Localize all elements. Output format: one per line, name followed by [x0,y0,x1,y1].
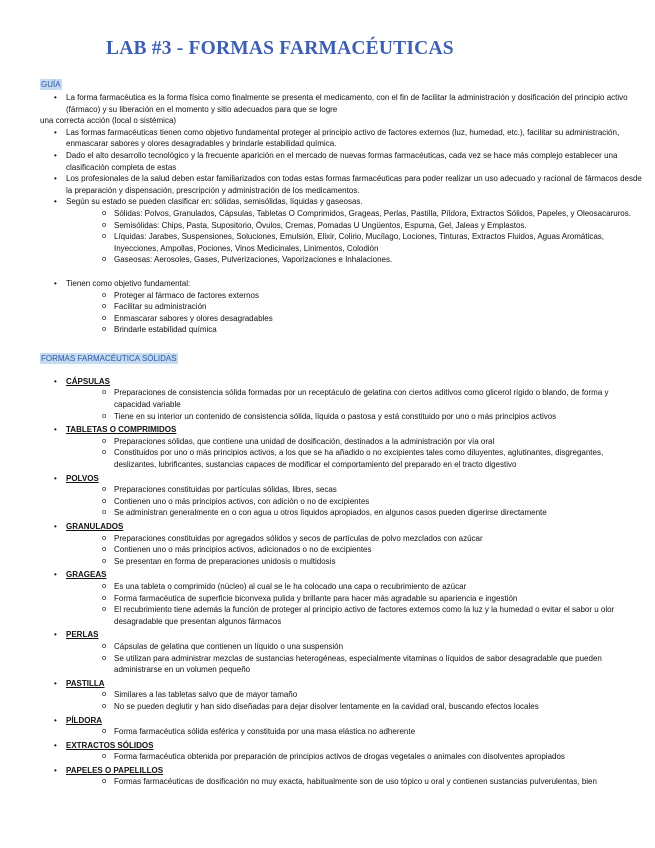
solid-form-heading: PÍLDORA [66,715,102,725]
estado-intro [40,196,645,266]
estado-item: o Sólidas: Polvos, Granulados, Cápsulas, Tabletas O Comprimidos, Grageas, Perlas, Pastilla, Píldora, Extractos Sólidos, Papeles, y Oleosacaruros. [66,208,645,220]
solid-form-heading: GRAGEAS [66,570,107,580]
solid-form-item: o Se presentan en forma de preparaciones unidosis o multidosis [66,556,645,568]
solid-form-group [40,521,645,567]
solid-form-item: o No se pueden deglutir y han sido diseñadas para dejar disolver lentamente en la cavidad oral, buscando efectos locales [66,701,645,713]
solid-form-group [40,424,645,470]
solid-form-item: o Se utilizan para administrar mezclas de sustancias heterogéneas, especialmente vitaminas o líquidos de sabor desagradable que pueden administrarse en un volumen pequeño [66,653,645,676]
solid-form-group [40,376,645,422]
objetivo-intro-text: Tienen como objetivo fundamental: [66,278,191,288]
objetivo-item: o Proteger al fármaco de factores externos [66,290,645,302]
solid-form-item: o Tiene en su interior un contenido de consistencia sólida, líquida o pastosa y está constituido por uno o más principios activos [66,411,645,423]
solid-form-item: o El recubrimiento tiene además la función de proteger al principio activo de factores externos como la luz y la humedad o evitar el sabor u olor desagradable que presentan algunos fármacos [66,604,645,627]
solid-form-item: o Es una tableta o comprimido (núcleo) al cual se le ha colocado una capa o recubrimiento de azúcar [66,581,645,593]
solid-form-heading: CÁPSULAS [66,376,111,386]
page-title: LAB #3 - FORMAS FARMACÉUTICAS [106,38,454,59]
solid-form-heading: PERLAS [66,630,99,640]
solid-form-group [40,715,645,738]
solid-form-item: o Similares a las tabletas salvo que de mayor tamaño [66,689,645,701]
solid-form-heading: EXTRACTOS SÓLIDOS [66,740,154,750]
guia-item: • Dado el alto desarrollo tecnológico y la frecuente aparición en el mercado de nuevas formas farmacéuticas, cada vez se hace más complejo establecer una clasificación completa de estas [40,150,645,173]
solid-form-item: o Forma farmacéutica sólida esférica y constituida por una masa elástica no adherente [66,726,645,738]
solidas-heading: FORMAS FARMACÉUTICA SÓLIDAS [41,353,177,363]
solid-form-heading: PAPELES O PAPELILLOS [66,765,164,775]
estado-intro-text: Según su estado se pueden clasificar en: sólidas, semisólidas, líquidas y gaseosas. [66,197,363,207]
solid-form-item: o Forma farmacéutica de superficie biconvexa pulida y brillante para hacer más agradable su apariencia e ingestión [66,593,645,605]
solid-form-group [40,629,645,675]
objetivo-item: o Brindarle estabilidad química [66,324,645,336]
solid-form-group [40,569,645,627]
solid-form-item: o Preparaciones constituidas por agregados sólidos y secos de partículas de polvo mezclados con azúcar [66,533,645,545]
solid-form-heading: TABLETAS O COMPRIMIDOS [66,425,177,435]
guia-section [40,74,645,336]
estado-item: o Gaseosas: Aerosoles, Gases, Pulverizaciones, Vaporizaciones e Inhalaciones. [66,254,645,266]
guia-item: • Los profesionales de la salud deben estar familiarizados con todas estas formas farmacéuticas para poder realizar un uso adecuado y racional de fármacos desde la preparación y dispensación, prescripción y administración de los medicamentos. [40,173,645,196]
solid-form-item: o Forma farmacéutica obtenida por preparación de principios activos de drogas vegetales o animales con disolventes apropiados [66,751,645,763]
objetivo-item: o Enmascarar sabores y olores desagradables [66,313,645,325]
solidas-groups [40,376,645,788]
solid-form-item: o Preparaciones constituidas por partículas sólidas, libres, secas [66,484,645,496]
estado-item: o Líquidas: Jarabes, Suspensiones, Soluciones, Emulsión, Elixir, Colirio, Mucílago, Lociones, Tinturas, Extractos Fluidos, Aguas Aromáticas, Inyecciones, Ampollas, Pociones, Vinos Medicinales, Linimentos, Colodión [66,231,645,254]
solid-form-heading: POLVOS [66,473,99,483]
guia-item-continuation: una correcta acción (local o sistémica) [40,116,177,126]
solid-form-item: o Constituidos por uno o más principios activos, a los que se ha añadido o no excipientes tales como diluyentes, aglutinantes, disgregantes, deslizantes, lubrificantes, sustancias capaces de modificar el comportamiento del preparado en el tracto digestivo [66,447,645,470]
solid-form-item: o Cápsulas de gelatina que contienen un líquido o una suspensión [66,641,645,653]
solidas-section [40,348,645,788]
objetivo-intro [40,278,645,336]
solid-form-item: o Preparaciones sólidas, que contiene una unidad de dosificación, destinados a la administración por vía oral [66,436,645,448]
solid-form-item: o Contienen uno o más principios activos, adicionados o no de excipientes [66,544,645,556]
solid-form-heading: PASTILLA [66,678,105,688]
solid-form-item: o Contienen uno o más principios activos, con adición o no de excipientes [66,496,645,508]
solid-form-group [40,740,645,763]
solid-form-group [40,678,645,713]
solid-form-item: o Preparaciones de consistencia sólida formadas por un receptáculo de gelatina con ciertos aditivos como glicerol rígido o blando, de forma y capacidad variable [66,387,645,410]
estado-item: o Semisólidas: Chips, Pasta, Supositorio, Óvulos, Cremas, Pomadas U Ungüentos, Espuma, Gel, Jaleas y Emplastos. [66,220,645,232]
solid-form-group [40,473,645,519]
guia-heading: GUÍA [41,80,61,89]
guia-item: • Las formas farmacéuticas tienen como objetivo fundamental proteger al principio activo de factores externos (luz, humedad, etc.), facilitar su administración, enmascarar sabores y olores desagradables y brindarle estabilidad química. [40,127,645,150]
guia-item: • La forma farmacéutica es la forma física como finalmente se presenta el medicamento, con el fin de facilitar la administración y dosificación del principio activo (fármaco) y su liberación en el momento y sitio adecuados para que se logre [40,92,645,115]
solid-form-group [40,765,645,788]
objetivo-item: o Facilitar su administración [66,301,645,313]
solid-form-heading: GRANULADOS [66,522,124,531]
solid-form-item: o Se administran generalmente en o con agua u otros líquidos apropiados, en algunos casos pueden digerirse directamente [66,507,645,519]
solid-form-item: o Formas farmacéuticas de dosificación no muy exacta, habitualmente son de uso tópico u oral y contienen sustancias pulverulentas, bien [66,776,645,788]
